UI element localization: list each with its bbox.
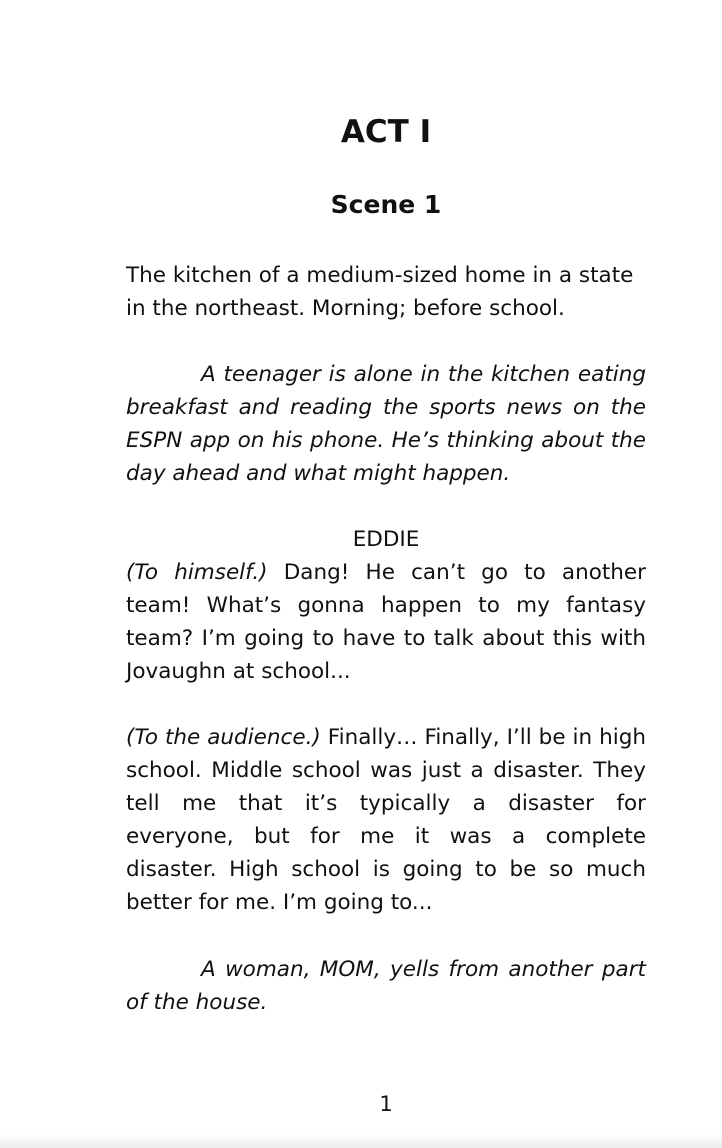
parenthetical-to-audience: (To the audience.) <box>126 725 321 750</box>
stage-direction-teenager: A teenager is alone in the kitchen eating breakfast and reading the sports news on the ESPN app on his phone. He’s thinking about the day ahead and what might happen. <box>126 362 646 486</box>
page-number: 1 <box>379 1092 393 1116</box>
parenthetical-to-himself: (To himself.) <box>126 560 268 585</box>
setting-description: The kitchen of a medium-sized home in a state in the northeast. Morning; before school. <box>126 263 634 321</box>
dialogue-eddie-1 <box>126 556 646 688</box>
page-bottom-edge <box>0 1134 722 1148</box>
dialogue-text-1: Dang! He can’t go to another team! What’s gonna happen to my fantasy team? I’m going to have to talk about this with Jovaughn at school... <box>126 560 646 684</box>
dialogue-eddie-2 <box>126 721 646 919</box>
stage-direction-mom: A woman, MOM, yells from another part of the house. <box>126 957 646 1015</box>
character-name-eddie: EDDIE <box>352 527 420 552</box>
scene-title: Scene 1 <box>330 190 442 219</box>
act-title: ACT I <box>340 114 432 150</box>
dialogue-text-2: Finally… Finally, I’ll be in high school. Middle school was just a disaster. They tell me that it’s typically a disaster for everyone, but for me it was a complete disaster. High school is going to be so much better for me. I’m going to... <box>126 725 646 915</box>
